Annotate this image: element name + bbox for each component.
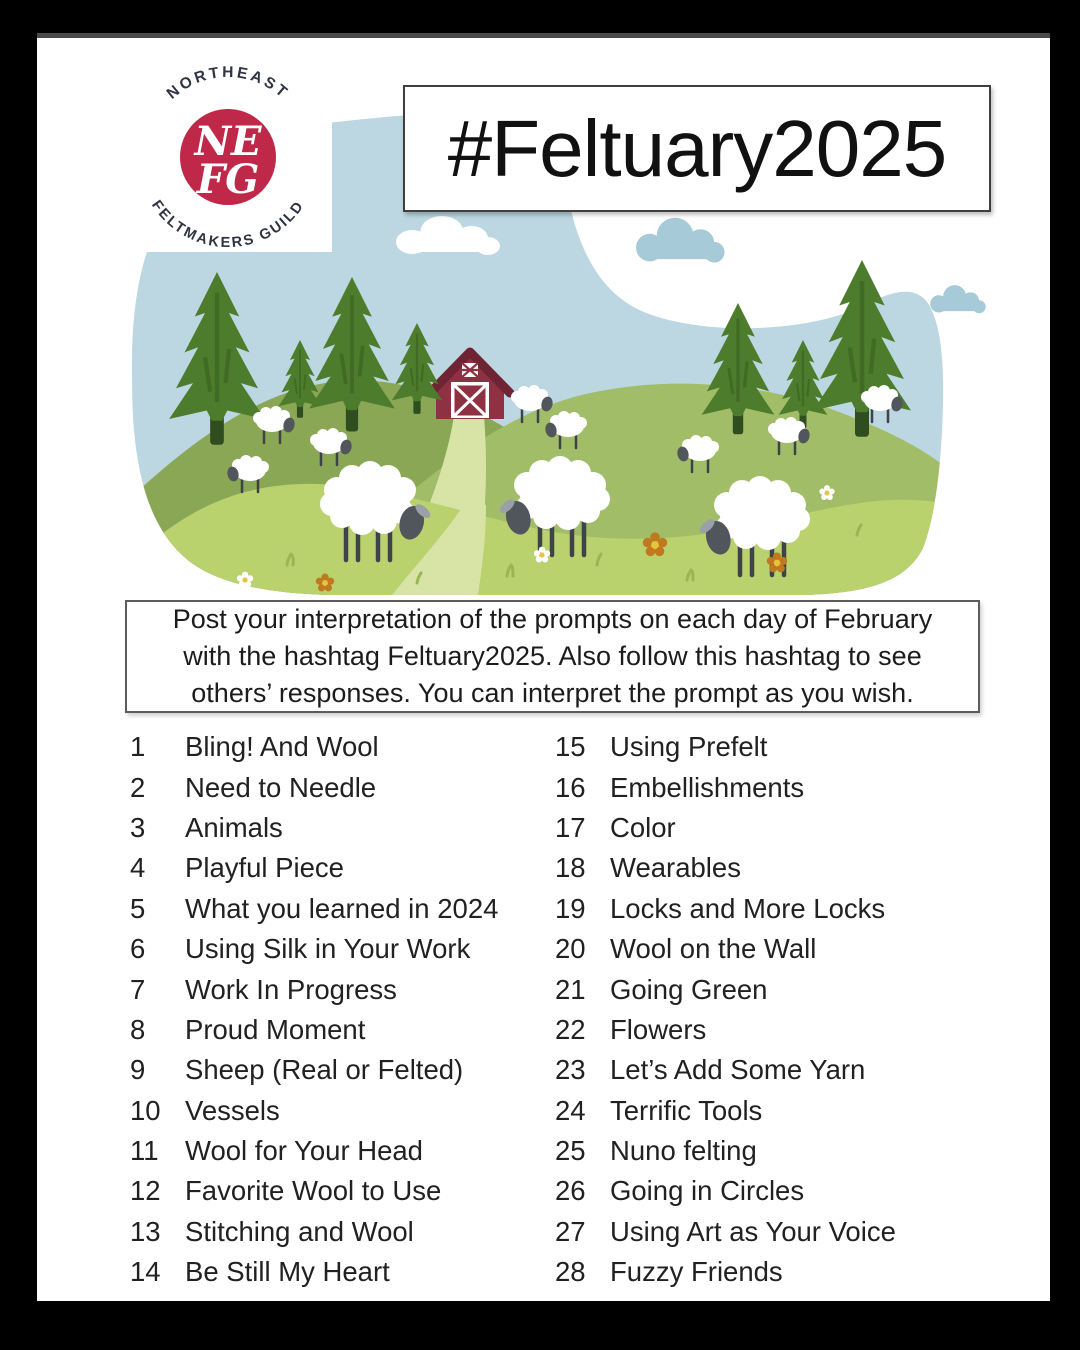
prompt-label: Locks and More Locks xyxy=(610,892,886,924)
prompt-row xyxy=(555,808,1005,848)
prompt-label: Work In Progress xyxy=(185,973,397,1005)
prompt-label: Bling! And Wool xyxy=(185,731,379,763)
page-top-edge xyxy=(37,33,1050,38)
logo-monogram-ne: NE xyxy=(194,118,262,165)
instruction-line-2: with the hashtag Feltuary2025. Also follow this hashtag to see xyxy=(183,641,922,671)
prompt-number: 24 xyxy=(555,1094,586,1126)
prompt-label: Wool for Your Head xyxy=(185,1135,423,1167)
prompt-number: 7 xyxy=(130,973,146,1005)
prompt-number: 19 xyxy=(555,892,586,924)
prompt-row xyxy=(555,727,1005,767)
prompt-row xyxy=(555,1171,1005,1211)
prompt-number: 8 xyxy=(130,1013,146,1045)
guild-logo-graphic xyxy=(117,33,332,252)
prompt-label: Proud Moment xyxy=(185,1013,366,1045)
prompt-number: 13 xyxy=(130,1215,161,1247)
prompt-label: Color xyxy=(610,811,676,843)
instruction-box xyxy=(125,600,980,713)
prompt-row xyxy=(130,1010,550,1050)
prompt-number: 15 xyxy=(555,731,586,763)
prompt-number: 11 xyxy=(130,1135,159,1167)
prompt-row xyxy=(555,848,1005,888)
prompt-row xyxy=(555,1252,1005,1292)
cloud-blue-small xyxy=(930,285,985,313)
prompt-number: 14 xyxy=(130,1256,161,1288)
prompt-row xyxy=(555,1050,1005,1090)
prompt-label: Going Green xyxy=(610,973,768,1005)
prompt-row xyxy=(130,727,550,767)
prompt-row xyxy=(555,767,1005,807)
prompt-label: Be Still My Heart xyxy=(185,1256,390,1288)
logo-arc-top-text: NORTHEAST xyxy=(163,63,293,103)
prompt-row xyxy=(130,929,550,969)
prompt-number: 27 xyxy=(555,1215,586,1247)
prompt-label: Stitching and Wool xyxy=(185,1215,414,1247)
prompt-number: 12 xyxy=(130,1175,161,1207)
prompt-number: 20 xyxy=(555,933,586,965)
prompt-row xyxy=(555,1212,1005,1252)
cloud-blue xyxy=(636,218,725,263)
prompt-number: 23 xyxy=(555,1054,586,1086)
prompt-row xyxy=(130,848,550,888)
prompt-number: 28 xyxy=(555,1256,586,1288)
prompt-label: Flowers xyxy=(610,1013,707,1045)
prompt-row xyxy=(130,1212,550,1252)
prompt-number: 25 xyxy=(555,1135,586,1167)
prompt-column-right xyxy=(555,727,1005,1292)
prompt-number: 16 xyxy=(555,771,586,803)
page-title: #Feltuary2025 xyxy=(447,103,947,193)
instruction-line-1: Post your interpretation of the prompts on each day of February xyxy=(172,604,933,634)
prompt-number: 3 xyxy=(130,811,146,843)
prompt-label: Vessels xyxy=(185,1094,280,1126)
prompt-number: 2 xyxy=(130,771,146,803)
prompt-row xyxy=(130,767,550,807)
guild-logo xyxy=(117,33,332,252)
prompt-label: What you learned in 2024 xyxy=(185,892,499,924)
prompt-number: 21 xyxy=(555,973,586,1005)
prompt-number: 9 xyxy=(130,1054,146,1086)
prompt-label: Need to Needle xyxy=(185,771,377,803)
prompt-row xyxy=(555,929,1005,969)
prompt-label: Using Silk in Your Work xyxy=(185,933,471,965)
prompt-row xyxy=(130,1091,550,1131)
prompt-row xyxy=(555,969,1005,1009)
prompt-row xyxy=(130,889,550,929)
logo-monogram-fg: FG xyxy=(196,156,260,203)
instruction-line-3: others’ responses. You can interpret the prompt as you wish. xyxy=(191,678,914,708)
prompt-row xyxy=(555,889,1005,929)
prompt-row xyxy=(130,1252,550,1292)
poster-page xyxy=(37,33,1050,1301)
prompt-number: 26 xyxy=(555,1175,586,1207)
prompt-number: 4 xyxy=(130,852,146,884)
prompt-row xyxy=(130,1131,550,1171)
prompt-row xyxy=(555,1131,1005,1171)
prompt-number: 18 xyxy=(555,852,586,884)
prompt-number: 22 xyxy=(555,1013,586,1045)
title-box xyxy=(403,85,991,212)
prompt-label: Nuno felting xyxy=(610,1135,757,1167)
prompt-number: 1 xyxy=(130,731,146,763)
prompt-label: Favorite Wool to Use xyxy=(185,1175,442,1207)
prompt-label: Animals xyxy=(185,811,283,843)
prompt-column-left xyxy=(130,727,550,1292)
prompt-row xyxy=(130,1050,550,1090)
prompt-label: Using Prefelt xyxy=(610,731,768,763)
prompt-number: 10 xyxy=(130,1094,161,1126)
prompt-label: Let’s Add Some Yarn xyxy=(610,1054,866,1086)
prompt-label: Wearables xyxy=(610,852,741,884)
prompt-label: Embellishments xyxy=(610,771,805,803)
prompt-row xyxy=(130,808,550,848)
prompt-row xyxy=(555,1010,1005,1050)
prompt-label: Going in Circles xyxy=(610,1175,805,1207)
prompt-row xyxy=(555,1091,1005,1131)
prompt-row xyxy=(130,1171,550,1211)
prompt-label: Using Art as Your Voice xyxy=(610,1215,896,1247)
prompt-number: 6 xyxy=(130,933,146,965)
prompt-number: 5 xyxy=(130,892,146,924)
prompt-label: Playful Piece xyxy=(185,852,344,884)
prompt-label: Wool on the Wall xyxy=(610,933,817,965)
prompt-label: Terrific Tools xyxy=(610,1094,763,1126)
logo-arc-bottom-text: FELTMAKERS GUILD xyxy=(148,197,308,252)
prompt-number: 17 xyxy=(555,811,586,843)
prompt-label: Sheep (Real or Felted) xyxy=(185,1054,464,1086)
prompt-row xyxy=(130,969,550,1009)
prompt-label: Fuzzy Friends xyxy=(610,1256,783,1288)
